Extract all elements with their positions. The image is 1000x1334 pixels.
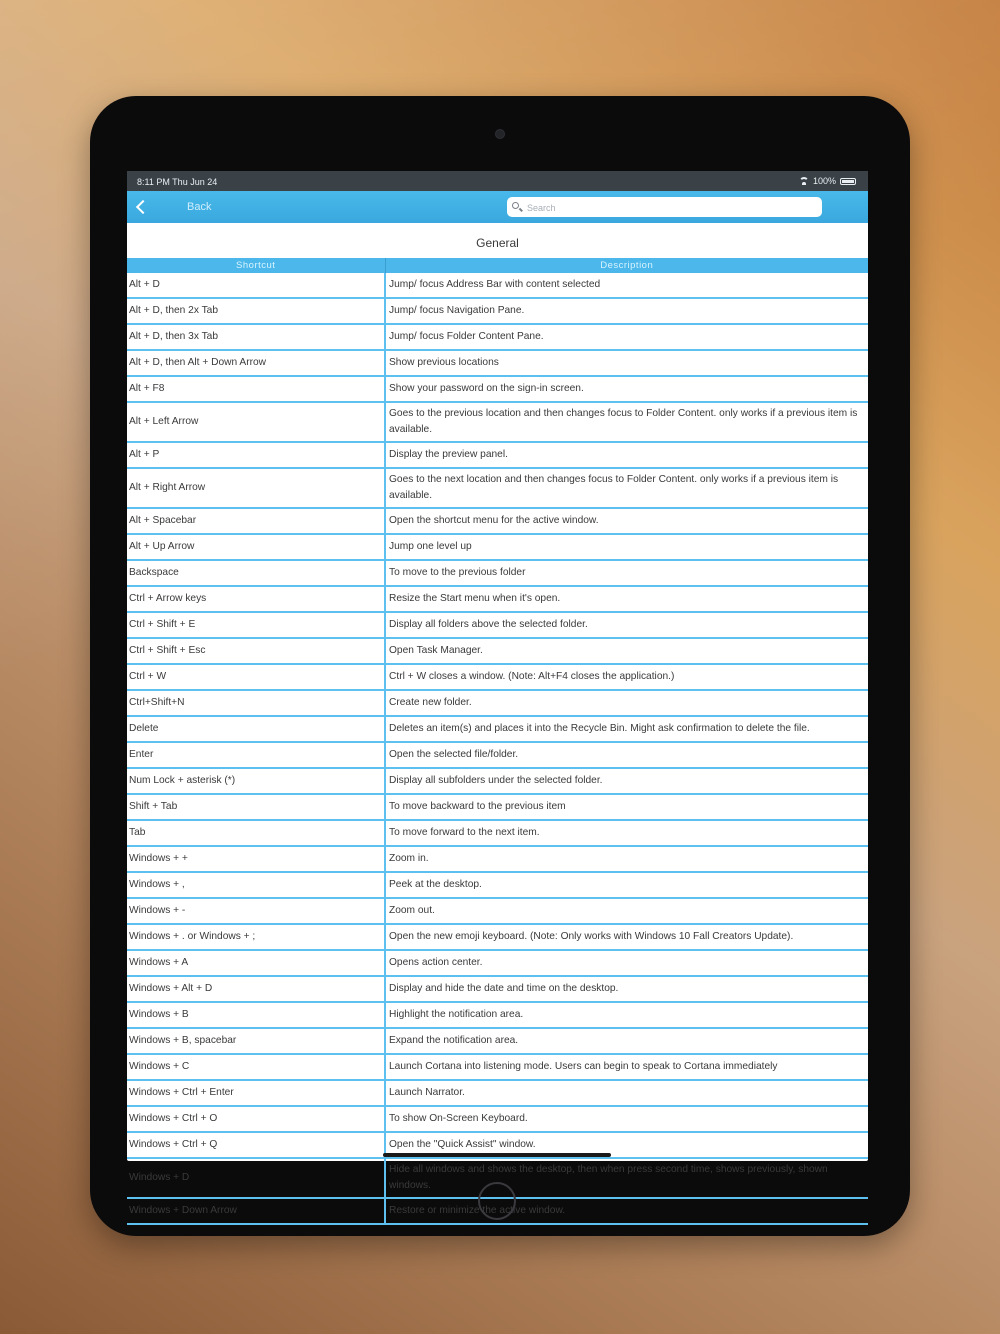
shortcut-cell: Tab	[127, 820, 385, 846]
table-row[interactable]	[127, 950, 868, 976]
table-row[interactable]	[127, 468, 868, 508]
back-chevron-icon[interactable]	[136, 200, 150, 214]
description-cell: To move backward to the previous item	[385, 794, 868, 820]
table-row[interactable]	[127, 442, 868, 468]
back-button[interactable]: Back	[187, 201, 212, 213]
table-row[interactable]	[127, 350, 868, 376]
description-cell: Open the "Quick Assist" window.	[385, 1132, 868, 1158]
description-cell: Opens action center.	[385, 950, 868, 976]
description-cell: Peek at the desktop.	[385, 872, 868, 898]
shortcut-cell: Num Lock + asterisk (*)	[127, 768, 385, 794]
shortcut-cell: Alt + D, then 2x Tab	[127, 298, 385, 324]
search-box[interactable]	[507, 197, 822, 217]
table-row[interactable]	[127, 690, 868, 716]
status-time: 8:11 PM Thu Jun 24	[137, 177, 218, 187]
description-cell: Launch Cortana into listening mode. Users can begin to speak to Cortana immediately	[385, 1054, 868, 1080]
table-row[interactable]	[127, 1106, 868, 1132]
shortcut-cell: Ctrl + Shift + Esc	[127, 638, 385, 664]
search-icon	[512, 202, 519, 209]
shortcut-cell: Windows + Ctrl + Enter	[127, 1080, 385, 1106]
battery-percent: 100%	[812, 176, 836, 186]
shortcut-cell: Alt + Left Arrow	[127, 402, 385, 442]
home-button[interactable]	[478, 1182, 516, 1220]
description-cell: Deletes an item(s) and places it into the Recycle Bin. Might ask confirmation to delete the file.	[385, 716, 868, 742]
search-input[interactable]	[525, 200, 819, 216]
shortcut-cell: Alt + Spacebar	[127, 508, 385, 534]
table-row[interactable]	[127, 768, 868, 794]
nav-bar	[127, 191, 868, 223]
description-cell: Zoom in.	[385, 846, 868, 872]
status-right	[799, 176, 856, 186]
description-cell: Jump one level up	[385, 534, 868, 560]
table-row[interactable]	[127, 1028, 868, 1054]
description-cell: To move to the previous folder	[385, 560, 868, 586]
description-cell: Display the preview panel.	[385, 442, 868, 468]
table-row[interactable]	[127, 273, 868, 298]
description-cell: Highlight the notification area.	[385, 1002, 868, 1028]
description-cell: Launch Narrator.	[385, 1080, 868, 1106]
description-cell: Show previous locations	[385, 350, 868, 376]
shortcut-cell: Ctrl + Shift + E	[127, 612, 385, 638]
description-cell: Goes to the next location and then changes focus to Folder Content. only works if a previous item is available.	[385, 468, 868, 508]
table-row[interactable]	[127, 534, 868, 560]
description-cell: Jump/ focus Address Bar with content selected	[385, 273, 868, 298]
wifi-icon	[799, 177, 809, 185]
table-row[interactable]	[127, 638, 868, 664]
description-cell: Zoom out.	[385, 898, 868, 924]
table-row[interactable]	[127, 402, 868, 442]
shortcut-cell: Alt + D	[127, 273, 385, 298]
shortcut-cell: Shift + Tab	[127, 794, 385, 820]
description-cell: Open the shortcut menu for the active window.	[385, 508, 868, 534]
table-row[interactable]	[127, 898, 868, 924]
table-row[interactable]	[127, 742, 868, 768]
table-row[interactable]	[127, 872, 868, 898]
battery-icon	[840, 178, 856, 185]
description-cell: Open the new emoji keyboard. (Note: Only works with Windows 10 Fall Creators Update).	[385, 924, 868, 950]
table-header-row	[127, 258, 868, 273]
table-row[interactable]	[127, 324, 868, 350]
description-cell: Create new folder.	[385, 690, 868, 716]
column-header-description: Description	[385, 258, 868, 273]
shortcut-cell: Windows + -	[127, 898, 385, 924]
shortcut-cell: Windows + Ctrl + O	[127, 1106, 385, 1132]
shortcut-cell: Windows + D	[127, 1158, 385, 1198]
table-row[interactable]	[127, 716, 868, 742]
table-row[interactable]	[127, 1002, 868, 1028]
shortcut-cell: Windows + Down Arrow	[127, 1198, 385, 1224]
shortcut-cell: Windows + C	[127, 1054, 385, 1080]
description-cell: Open Task Manager.	[385, 638, 868, 664]
shortcut-cell: Windows + ,	[127, 872, 385, 898]
description-cell: Open the selected file/folder.	[385, 742, 868, 768]
description-cell: Ctrl + W closes a window. (Note: Alt+F4 closes the application.)	[385, 664, 868, 690]
shortcut-cell: Ctrl+Shift+N	[127, 690, 385, 716]
description-cell: Restore or minimize the active window.	[385, 1198, 868, 1224]
table-row[interactable]	[127, 924, 868, 950]
scroll-indicator[interactable]	[383, 1153, 611, 1157]
shortcut-cell: Backspace	[127, 560, 385, 586]
description-cell: Resize the Start menu when it's open.	[385, 586, 868, 612]
description-cell: Show your password on the sign-in screen.	[385, 376, 868, 402]
shortcut-cell: Alt + D, then 3x Tab	[127, 324, 385, 350]
shortcut-cell: Windows + B	[127, 1002, 385, 1028]
description-cell: Hide all windows and shows the desktop, then when press second time, shows previously, shown windows.	[385, 1158, 868, 1198]
shortcut-cell: Windows + Ctrl + Q	[127, 1132, 385, 1158]
shortcut-cell: Windows + Alt + D	[127, 976, 385, 1002]
shortcut-cell: Windows + +	[127, 846, 385, 872]
shortcut-cell: Enter	[127, 742, 385, 768]
table-row[interactable]	[127, 846, 868, 872]
description-cell: Display all subfolders under the selected folder.	[385, 768, 868, 794]
table-row[interactable]	[127, 820, 868, 846]
description-cell: Goes to the previous location and then changes focus to Folder Content. only works if a previous item is available.	[385, 402, 868, 442]
description-cell: Expand the notification area.	[385, 1028, 868, 1054]
table-row[interactable]	[127, 664, 868, 690]
table-row[interactable]	[127, 794, 868, 820]
shortcut-cell: Windows + B, spacebar	[127, 1028, 385, 1054]
table-row[interactable]	[127, 376, 868, 402]
table-row[interactable]	[127, 298, 868, 324]
shortcut-cell: Alt + P	[127, 442, 385, 468]
table-row[interactable]	[127, 560, 868, 586]
description-cell: To move forward to the next item.	[385, 820, 868, 846]
status-bar	[127, 171, 868, 191]
table-body	[127, 273, 868, 1224]
app-screen	[127, 171, 868, 1216]
shortcut-cell: Alt + F8	[127, 376, 385, 402]
table-row[interactable]	[127, 1054, 868, 1080]
shortcut-cell: Ctrl + Arrow keys	[127, 586, 385, 612]
description-cell: Jump/ focus Navigation Pane.	[385, 298, 868, 324]
description-cell: Display and hide the date and time on the desktop.	[385, 976, 868, 1002]
table-row[interactable]	[127, 586, 868, 612]
description-cell: Jump/ focus Folder Content Pane.	[385, 324, 868, 350]
shortcut-table	[127, 258, 868, 1225]
table-row[interactable]	[127, 1080, 868, 1106]
column-header-shortcut: Shortcut	[127, 258, 385, 273]
table-row[interactable]	[127, 612, 868, 638]
shortcut-cell: Windows + A	[127, 950, 385, 976]
camera-icon	[495, 129, 505, 139]
description-cell: To show On-Screen Keyboard.	[385, 1106, 868, 1132]
shortcut-cell: Delete	[127, 716, 385, 742]
tablet-device	[90, 96, 910, 1236]
table-row[interactable]	[127, 976, 868, 1002]
shortcut-cell: Windows + . or Windows + ;	[127, 924, 385, 950]
section-title: General	[476, 236, 519, 250]
shortcut-cell: Alt + D, then Alt + Down Arrow	[127, 350, 385, 376]
shortcut-cell: Alt + Up Arrow	[127, 534, 385, 560]
shortcut-cell: Alt + Right Arrow	[127, 468, 385, 508]
description-cell: Display all folders above the selected folder.	[385, 612, 868, 638]
shortcut-cell: Ctrl + W	[127, 664, 385, 690]
table-row[interactable]	[127, 508, 868, 534]
